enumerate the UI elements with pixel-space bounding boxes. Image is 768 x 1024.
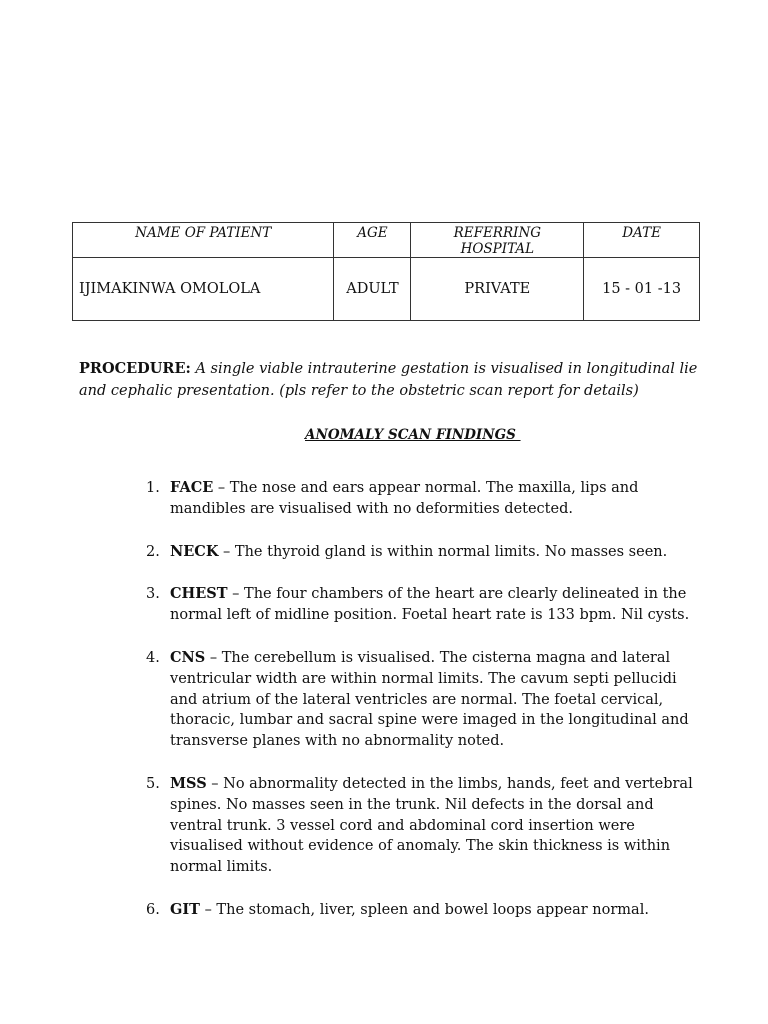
finding-text: – The thyroid gland is within normal limits. No masses seen. (218, 543, 668, 560)
table-row (73, 258, 700, 321)
procedure-text: A single viable intrauterine gestation is visualised in longitudinal lie and cephalic presentation. (pls refer to the obstetric scan report for details) (79, 361, 698, 399)
procedure-paragraph (79, 358, 699, 402)
procedure-label: PROCEDURE: (79, 360, 191, 377)
finding-term: MSS (170, 774, 207, 792)
finding-term: FACE (170, 479, 214, 496)
finding-term: CHEST (170, 585, 228, 603)
finding-item-cns (146, 648, 694, 752)
finding-text: – The stomach, liver, spleen and bowel loops appear normal. (199, 901, 649, 918)
findings-list (146, 478, 694, 943)
header-name-of-patient: NAME OF PATIENT (73, 223, 334, 258)
finding-item-mss (146, 774, 694, 878)
referring-hospital: PRIVATE (411, 258, 584, 321)
finding-number: 4. (146, 649, 160, 666)
table-header-row (73, 223, 700, 258)
header-age: AGE (334, 223, 411, 258)
finding-number: 3. (146, 586, 160, 603)
finding-item-neck (146, 542, 694, 563)
finding-text: – The four chambers of the heart are clearly delineated in the normal left of midline position. Foetal heart rate is 133 bpm. Nil cysts. (170, 586, 690, 624)
header-referring-hospital: REFERRING HOSPITAL (411, 223, 584, 258)
finding-number: 2. (146, 543, 160, 560)
finding-text: – The cerebellum is visualised. The cisterna magna and lateral ventricular width are within normal limits. The cavum septi pellucidi and atrium of the lateral ventricles are normal. The foetal cervical, thoracic, lumbar and sacral spine were imaged in the longitudinal and transverse planes with no abnormality noted. (170, 649, 689, 750)
header-date: DATE (584, 223, 700, 258)
section-heading: ANOMALY SCAN FINDINGS (305, 427, 521, 443)
finding-number: 1. (146, 480, 160, 496)
finding-term: NECK (170, 542, 219, 560)
patient-name: IJIMAKINWA OMOLOLA (73, 258, 334, 321)
finding-term: CNS (170, 648, 206, 666)
finding-term: GIT (170, 900, 200, 918)
finding-number: 5. (146, 775, 160, 792)
finding-text: – The nose and ears appear normal. The maxilla, lips and mandibles are visualised with no deformities detected. (170, 480, 639, 517)
finding-text: – No abnormality detected in the limbs, hands, feet and vertebral spines. No masses seen in the trunk. Nil defects in the dorsal and ventral trunk. 3 vessel cord and abdominal cord insertion were visualised without evidence of anomaly. The skin thickness is within normal limits. (170, 775, 693, 876)
finding-number: 6. (146, 901, 160, 918)
finding-item-chest (146, 584, 694, 626)
patient-age: ADULT (334, 258, 411, 321)
scan-date: 15 - 01 -13 (584, 258, 700, 321)
finding-item-face (146, 478, 694, 520)
finding-item-git (146, 900, 694, 921)
patient-info-table (72, 222, 700, 321)
